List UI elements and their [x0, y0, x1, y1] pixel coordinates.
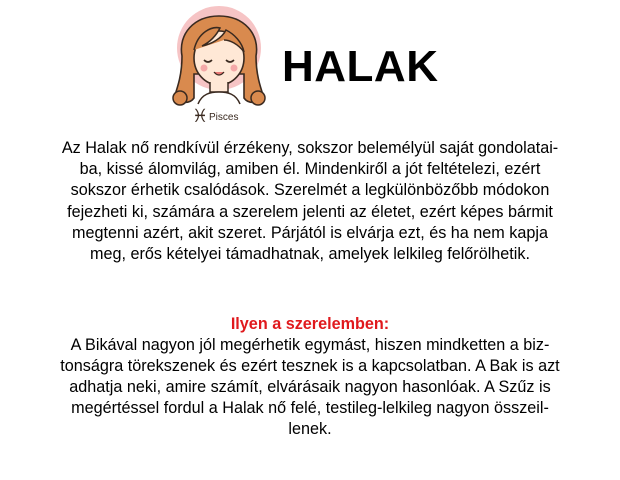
pisces-caption: Pisces [209, 112, 239, 123]
page-title: HALAK [282, 42, 439, 91]
intro-line: meg, erős kételyei támadhatnak, amelyek lelkileg felőrölhetik. [90, 245, 530, 264]
intro-line: ba, kissé álomvilág, amiben él. Mindenkiről a jót feltételezi, ezért [79, 160, 541, 179]
intro-line: Az Halak nő rendkívül érzékeny, sokszor belemélyül saját gondolatai- [61, 139, 559, 157]
love-paragraph [12, 335, 608, 440]
love-line: lenek. [288, 420, 332, 438]
pisces-symbol: ♓ [192, 106, 209, 127]
love-line: tonságra törekszenek és ezért tesznek is a kapcsolatban. A Bak is azt [60, 357, 560, 375]
intro-line: sokszor érhetik csalódások. Szerelmét a legkülönbözőbb módokon [70, 181, 550, 200]
love-line: megértéssel fordul a Halak nő felé, testileg-lelkileg nagyon összeil- [71, 399, 549, 417]
intro-line: fejezheti ki, számára a szerelem jelenti az életet, ezért képes bármit [67, 202, 553, 221]
pisces-girl-icon [160, 4, 270, 130]
section-heading: Ilyen a szerelemben: [230, 315, 390, 333]
intro-line: megtenni azért, akit szeret. Párjától is elvárja ezt, és ha nem kapja [72, 223, 548, 242]
love-line: adhatja neki, amire számít, elvárásaik nagyon hasonlóak. A Szűz is [69, 378, 551, 396]
intro-paragraph [12, 138, 608, 265]
love-line: A Bikával nagyon jól megérhetik egymást, hiszen mindketten a biz- [70, 336, 550, 354]
